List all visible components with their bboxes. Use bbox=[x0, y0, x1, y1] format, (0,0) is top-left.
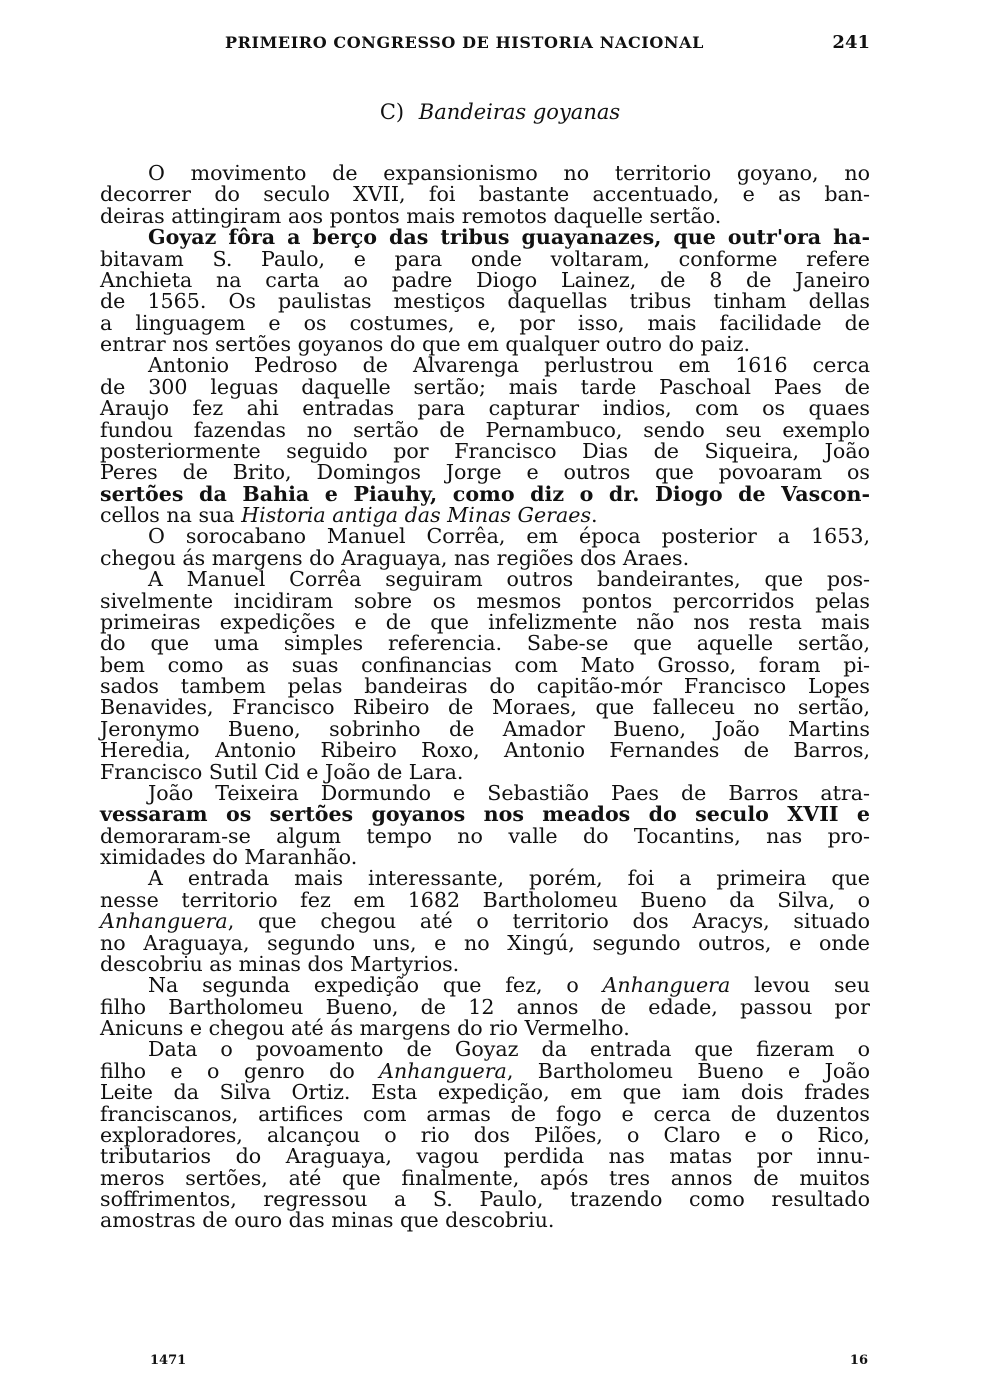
text-line: Antonio Pedroso de Alvarenga perlustrou em 1616 cerca bbox=[148, 353, 870, 378]
page-number: 241 bbox=[832, 32, 870, 53]
text-line: Anicuns e chegou até ás margens do rio Vermelho. bbox=[100, 1016, 630, 1040]
line-segment: Na segunda expedição que fez, o bbox=[148, 973, 603, 998]
text-line bbox=[100, 975, 870, 996]
text-line: A entrada mais interessante, porém, foi a primeira que bbox=[148, 866, 870, 891]
text-line: O sorocabano Manuel Corrêa, em época posterior a 1653, bbox=[148, 524, 870, 549]
text-line: descobriu as minas dos Martyrios. bbox=[100, 951, 460, 976]
text-line bbox=[100, 911, 870, 932]
text-line: ximidades do Maranhão. bbox=[100, 845, 358, 869]
text-line: amostras de ouro das minas que descobriu. bbox=[100, 1208, 555, 1233]
text-line: deiras attingiram aos pontos mais remotos daquelle sertão. bbox=[100, 203, 722, 228]
text-line: vessaram os sertões goyanos nos meados do seculo XVII e bbox=[100, 802, 870, 827]
text-line: entrar nos sertões goyanos do que em qualquer outro do paiz. bbox=[100, 332, 751, 356]
text-line bbox=[100, 505, 870, 526]
text-line: do que uma simples referencia. Sabe-se que aquelle sertão, bbox=[100, 631, 870, 656]
text-line: chegou ás margens do Araguaya, nas regiões dos Araes. bbox=[100, 545, 690, 570]
section-heading bbox=[0, 100, 1000, 124]
text-line: Francisco Sutil Cid e João de Lara. bbox=[100, 759, 464, 784]
text-line: Goyaz fôra a berço das tribus guayanazes, que outr'ora ha- bbox=[148, 225, 870, 250]
line-segment: levou seu bbox=[730, 973, 871, 998]
text-line: Leite da Silva Ortiz. Esta expedição, em que iam dois frades bbox=[100, 1080, 870, 1105]
text-line bbox=[100, 1058, 870, 1083]
text-line: no Araguaya, segundo uns, e no Xingú, segundo outros, e onde bbox=[100, 930, 870, 955]
section-title: Bandeiras goyanas bbox=[418, 100, 621, 124]
italic-segment: Anhanguera bbox=[602, 973, 731, 998]
italic-segment: Anhanguera bbox=[379, 1058, 507, 1083]
text-line: Benavides, Francisco Ribeiro de Moraes, que falleceu no sertão, bbox=[100, 695, 870, 720]
text-line: sertões da Bahia e Piauhy, como diz o dr. Diogo de Vascon- bbox=[100, 481, 870, 506]
italic-segment: Anhanguera bbox=[100, 909, 228, 934]
text-line: Heredia, Antonio Ribeiro Roxo, Antonio Fernandes de Barros, bbox=[100, 738, 870, 763]
signature-mark: 1471 bbox=[150, 1353, 187, 1368]
line-segment: , que chegou até o territorio dos Aracys, situado bbox=[227, 909, 870, 934]
text-line: de 1565. Os paulistas mestiços daquellas tribus tinham dellas bbox=[100, 289, 870, 314]
section-label: C) bbox=[379, 100, 405, 124]
text-line: demoraram-se algum tempo no valle do Tocantins, nas pro- bbox=[100, 823, 870, 848]
line-segment: filho e o genro do bbox=[100, 1058, 380, 1083]
text-line: tributarios do Araguaya, vagou perdida nas matas por innu- bbox=[100, 1144, 870, 1169]
text-line: de 300 leguas daquelle sertão; mais tarde Paschoal Paes de bbox=[100, 374, 870, 399]
page-footer bbox=[150, 1353, 868, 1373]
running-header bbox=[100, 33, 870, 57]
text-line: a linguagem e os costumes, e, por isso, mais facilidade de bbox=[100, 310, 870, 335]
running-title: PRIMEIRO CONGRESSO DE HISTORIA NACIONAL bbox=[225, 33, 705, 52]
text-line: filho Bartholomeu Bueno, de 12 annos de edade, passou por bbox=[100, 994, 870, 1019]
text-line: A Manuel Corrêa seguiram outros bandeirantes, que pos- bbox=[148, 567, 870, 592]
gathering-number: 16 bbox=[849, 1353, 868, 1368]
text-line: meros sertões, até que finalmente, após tres annos de muitos bbox=[100, 1165, 870, 1190]
text-line: soffrimentos, regressou a S. Paulo, trazendo como resultado bbox=[100, 1187, 870, 1211]
text-line: exploradores, alcançou o rio dos Pilões, o Claro e o Rico, bbox=[100, 1122, 870, 1147]
body-text bbox=[100, 163, 870, 1232]
text-line: Araujo fez ahi entradas para capturar indios, com os quaes bbox=[100, 396, 870, 421]
text-line: João Teixeira Dormundo e Sebastião Paes de Barros atra- bbox=[148, 780, 870, 805]
line-segment: , Bartholomeu Bueno e João bbox=[506, 1058, 870, 1083]
text-line: nesse territorio fez em 1682 Bartholomeu Bueno da Silva, o bbox=[100, 887, 870, 912]
line-segment: cellos na sua bbox=[100, 503, 242, 527]
text-line: posteriormente seguido por Francisco Dias de Siqueira, João bbox=[100, 438, 870, 463]
text-line: Data o povoamento de Goyaz da entrada que fizeram o bbox=[148, 1037, 870, 1062]
line-segment: . bbox=[591, 503, 598, 527]
text-line: Anchieta na carta ao padre Diogo Lainez, de 8 de Janeiro bbox=[100, 267, 870, 292]
text-line: sivelmente incidiram sobre os mesmos pontos percorridos pelas bbox=[100, 588, 870, 613]
italic-segment: Historia antiga das Minas Geraes bbox=[241, 503, 592, 527]
text-line: decorrer do seculo XVII, foi bastante accentuado, e as ban- bbox=[100, 182, 870, 207]
text-line: franciscanos, artifices com armas de fogo e cerca de duzentos bbox=[100, 1101, 870, 1126]
text-line: bem como as suas confinancias com Mato Grosso, foram pi- bbox=[100, 652, 870, 677]
text-line: Peres de Brito, Domingos Jorge e outros que povoaram os bbox=[100, 460, 870, 485]
text-line: O movimento de expansionismo no territorio goyano, no bbox=[148, 161, 870, 185]
text-line: fundou fazendas no sertão de Pernambuco, sendo seu exemplo bbox=[100, 417, 870, 442]
text-line: primeiras expedições e de que infelizmente não nos resta mais bbox=[100, 609, 870, 634]
text-line: Jeronymo Bueno, sobrinho de Amador Bueno, João Martins bbox=[100, 716, 870, 741]
text-line: bitavam S. Paulo, e para onde voltaram, conforme refere bbox=[100, 246, 870, 271]
text-line: sados tambem pelas bandeiras do capitão-mór Francisco Lopes bbox=[100, 674, 870, 698]
